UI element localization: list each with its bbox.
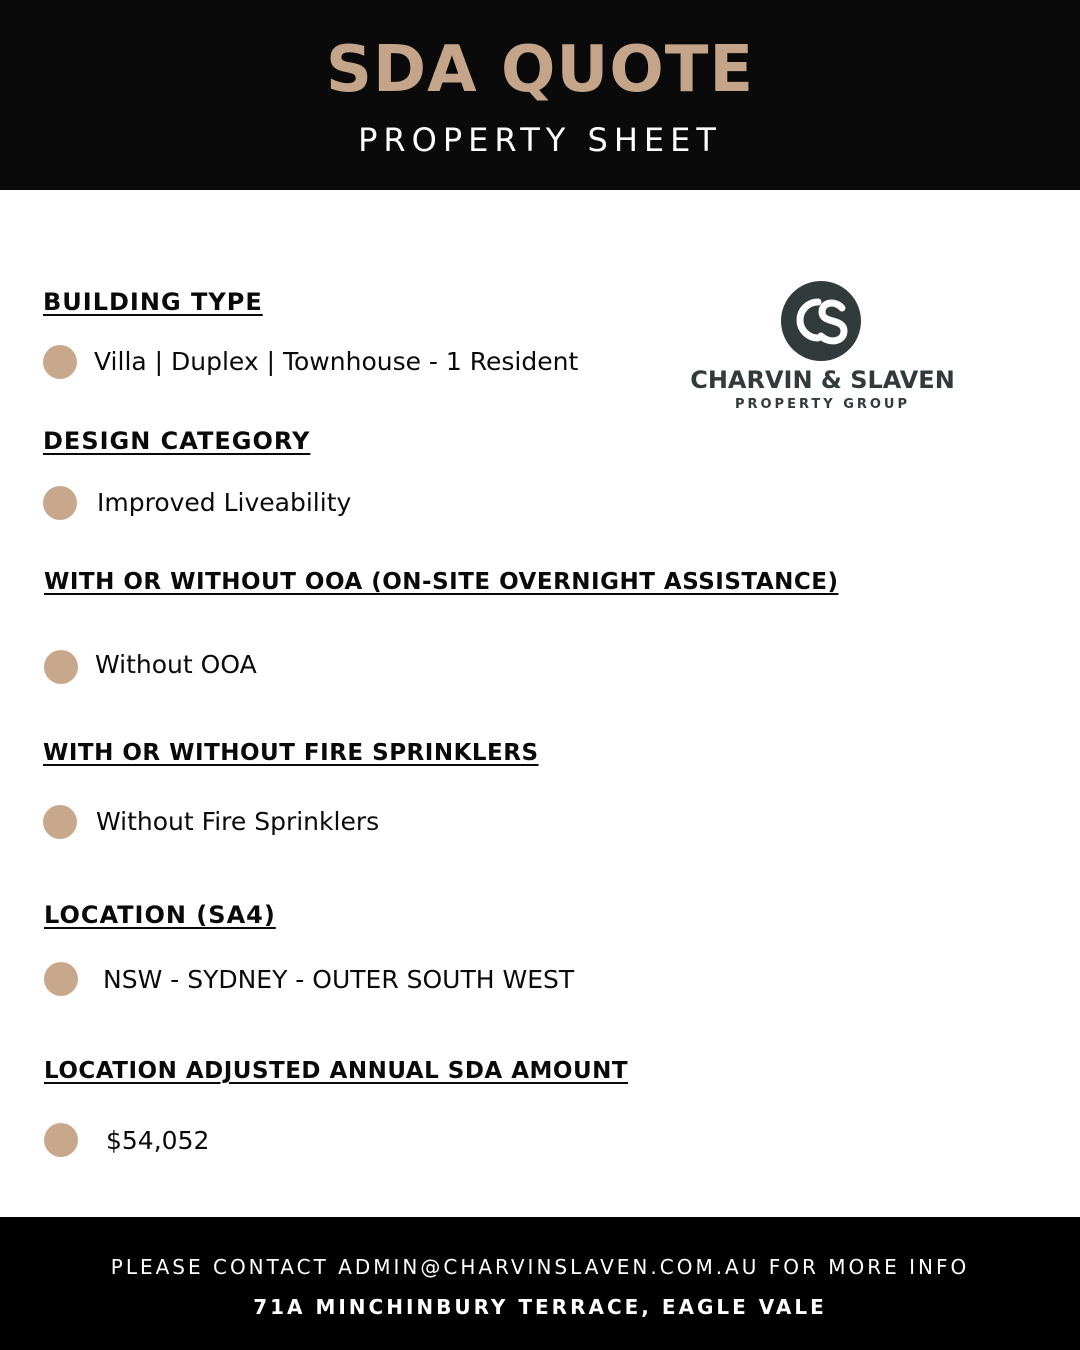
- footer-contact-text: PLEASE CONTACT ADMIN@CHARVINSLAVEN.COM.AU FOR MORE INFO: [110, 1255, 970, 1279]
- bullet-dot: [43, 805, 77, 839]
- page-subtitle: PROPERTY SHEET: [358, 121, 722, 159]
- value-design-category: Improved Liveability: [97, 488, 352, 517]
- value-location: NSW - SYDNEY - OUTER SOUTH WEST: [103, 965, 575, 994]
- bullet-dot: [44, 1123, 78, 1157]
- value-building-type: Villa | Duplex | Townhouse - 1 Resident: [94, 347, 579, 376]
- bullet-dot: [43, 345, 77, 379]
- value-sda-amount: $54,052: [106, 1126, 210, 1155]
- section-heading-building-type: BUILDING TYPE: [43, 288, 263, 316]
- company-logo: [690, 278, 955, 418]
- section-heading-fire-sprinklers: WITH OR WITHOUT FIRE SPRINKLERS: [43, 740, 539, 766]
- footer-address: 71A MINCHINBURY TERRACE, EAGLE VALE: [253, 1295, 827, 1319]
- bullet-dot: [44, 962, 78, 996]
- section-heading-sda-amount: LOCATION ADJUSTED ANNUAL SDA AMOUNT: [44, 1058, 629, 1084]
- section-heading-location: LOCATION (SA4): [44, 901, 276, 929]
- page-title: SDA QUOTE: [325, 33, 755, 107]
- section-heading-design-category: DESIGN CATEGORY: [43, 427, 311, 455]
- logo-company-name: CHARVIN & SLAVEN: [690, 366, 955, 394]
- cs-monogram-icon: [780, 280, 862, 362]
- value-ooa: Without OOA: [95, 650, 257, 679]
- logo-tagline: PROPERTY GROUP: [734, 397, 911, 412]
- bullet-dot: [44, 650, 78, 684]
- section-heading-ooa: WITH OR WITHOUT OOA (ON-SITE OVERNIGHT ASSISTANCE): [44, 569, 839, 595]
- bullet-dot: [43, 486, 77, 520]
- value-fire-sprinklers: Without Fire Sprinklers: [96, 807, 380, 836]
